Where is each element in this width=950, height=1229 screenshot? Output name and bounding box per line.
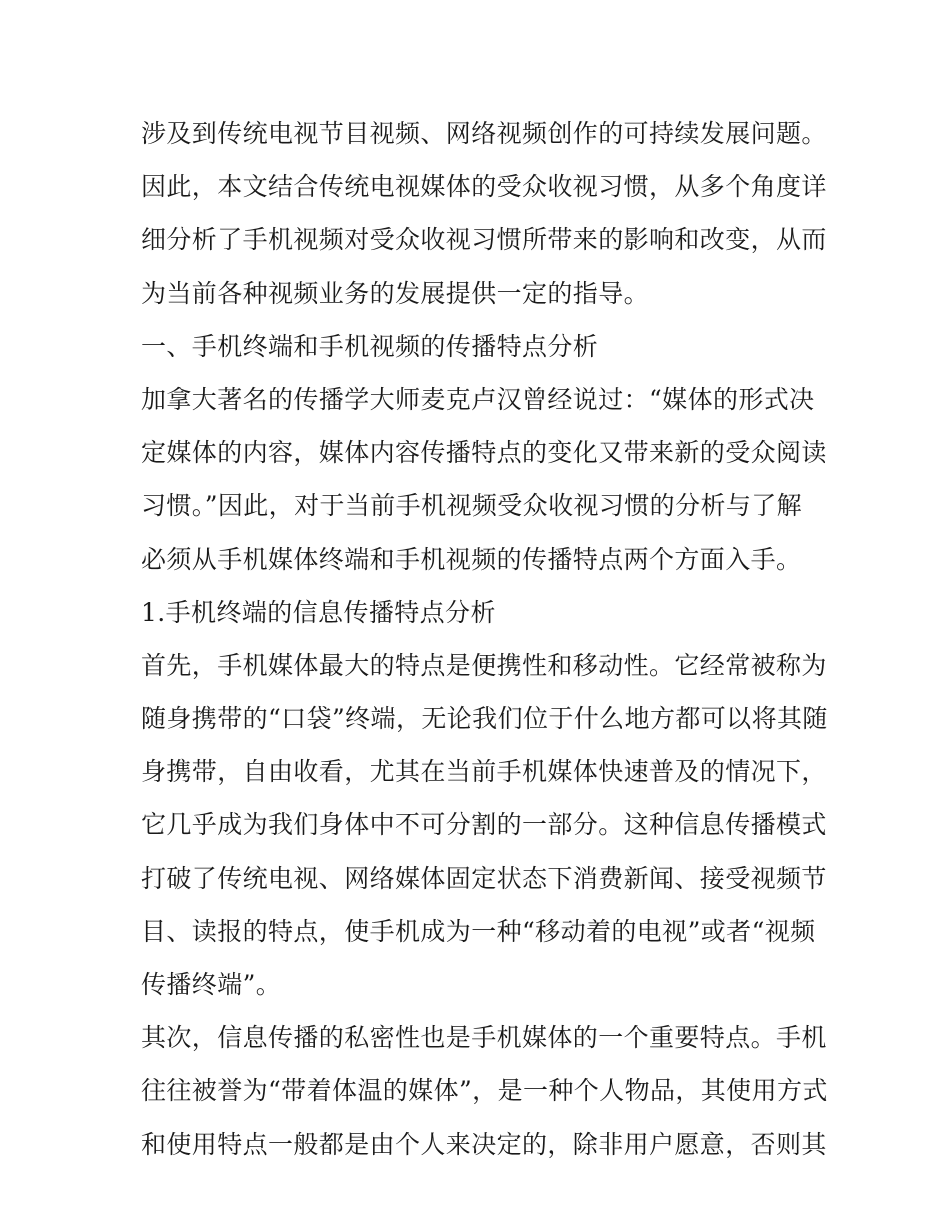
text-line: 传播终端”。 xyxy=(141,970,282,999)
text-line: 加拿大著名的传播学大师麦克卢汉曾经说过：“媒体的形式决 xyxy=(141,384,815,414)
text-line: 涉及到传统电视节目视频、网络视频创作的可持续发展问题。 xyxy=(141,119,827,148)
text-line: 身携带，自由收看，尤其在当前手机媒体快速普及的情况下， xyxy=(141,757,827,787)
text-line: 必须从手机媒体终端和手机视频的传播特点两个方面入手。 xyxy=(141,544,802,574)
text-line: 定媒体的内容，媒体内容传播特点的变化又带来新的受众阅读 xyxy=(141,438,827,468)
subsection-heading: 1.手机终端的信息传播特点分析 xyxy=(141,597,496,627)
text-line: 目、读报的特点，使手机成为一种“移动着的电视”或者“视频 xyxy=(141,916,816,946)
text-line: 首先，手机媒体最大的特点是便携性和移动性。它经常被称为 xyxy=(141,650,827,680)
text-line: 细分析了手机视频对受众收视习惯所带来的影响和改变，从而 xyxy=(141,225,827,255)
section-heading: 一、手机终端和手机视频的传播特点分析 xyxy=(141,331,599,361)
text-line: 它几乎成为我们身体中不可分割的一部分。这种信息传播模式 xyxy=(141,810,827,840)
text-line: 随身携带的“口袋”终端，无论我们位于什么地方都可以将其随 xyxy=(141,704,828,734)
text-line: 其次，信息传播的私密性也是手机媒体的一个重要特点。手机 xyxy=(141,1023,827,1053)
text-line: 为当前各种视频业务的发展提供一定的指导。 xyxy=(141,278,650,308)
text-line: 和使用特点一般都是由个人来决定的，除非用户愿意，否则其 xyxy=(141,1129,827,1159)
text-line: 习惯。”因此，对于当前手机视频受众收视习惯的分析与了解 xyxy=(141,491,803,521)
text-line: 因此，本文结合传统电视媒体的受众收视习惯，从多个角度详 xyxy=(141,172,827,202)
text-line: 打破了传统电视、网络媒体固定状态下消费新闻、接受视频节 xyxy=(141,863,827,893)
body-text xyxy=(141,107,828,1171)
text-line: 往往被誉为“带着体温的媒体”，是一种个人物品，其使用方式 xyxy=(141,1076,828,1106)
